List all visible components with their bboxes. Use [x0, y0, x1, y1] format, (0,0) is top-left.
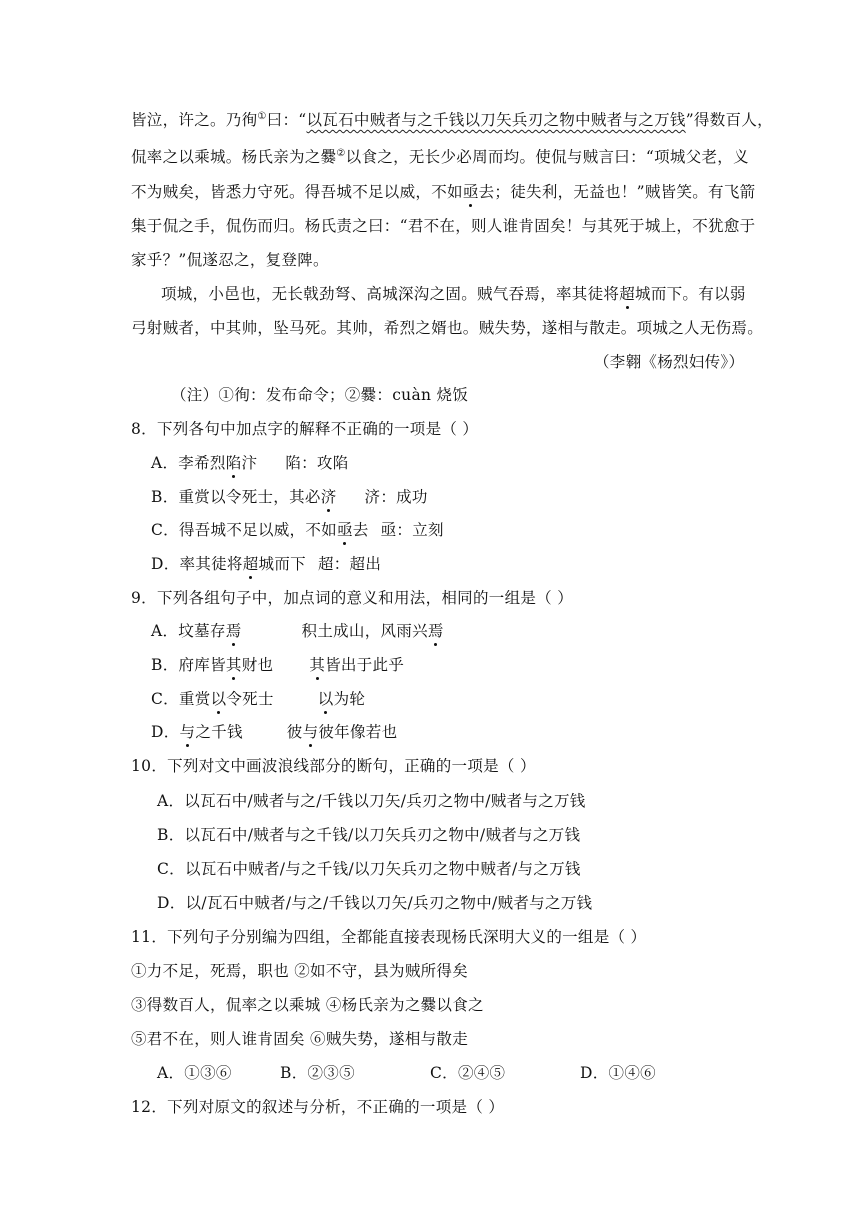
question-11-option-a: A．①③⑥	[157, 1064, 232, 1082]
option-text: 为轮	[333, 690, 366, 708]
question-10-option-b: B．以瓦石中/贼者与之千钱/以刀矢兵刃之物中/贼者与之万钱	[157, 826, 581, 844]
question-11-option-d: D．①④⑥	[580, 1064, 656, 1082]
wavy-underlined-sentence: 以瓦石中贼者与之千钱以刀矢兵刃之物中贼者与之万钱	[306, 111, 686, 129]
question-10-stem: 10．下列对文中画波浪线部分的断句，正确的一项是（ ）	[131, 757, 536, 775]
question-9-option-d	[151, 720, 397, 742]
dotted-character: 焉	[225, 622, 242, 640]
option-explanation: 济：成功	[364, 488, 428, 506]
dotted-character: 以	[210, 690, 227, 708]
dotted-character: 与	[302, 723, 319, 741]
question-10-option-c: C．以瓦石中贼者/与之千钱/以刀矢兵刃之物中贼者/与之万钱	[157, 860, 581, 878]
option-text: C．得吾城不足以威，不如	[151, 521, 337, 539]
option-explanation: 陷：攻陷	[285, 454, 349, 472]
option-text: C．重赏	[151, 690, 211, 708]
option-text: A．坟墓存	[151, 622, 226, 640]
footnote-marker: ②	[336, 147, 346, 159]
question-9-option-b	[151, 653, 404, 675]
option-text: 之千钱	[195, 723, 243, 741]
passage-text: 侃率之以乘城。杨氏亲为之爨	[131, 148, 337, 166]
question-11-items-3: ⑤君不在，则人谁肯固矣 ⑥贼失势，遂相与散走	[131, 1030, 469, 1048]
passage-line-4: 集于侃之手，侃伤而归。杨氏责之曰：“君不在，则人谁肯固矣！与其死于城上，不犹愈于	[131, 217, 756, 235]
option-text: A．李希烈	[151, 454, 226, 472]
question-8-option-a	[151, 451, 349, 473]
question-8-stem: 8．下列各句中加点字的解释不正确的一项是（ ）	[131, 420, 479, 438]
passage-line-5: 家乎？”侃遂忍之，复登陴。	[131, 251, 329, 269]
passage-line-2	[131, 145, 749, 167]
dotted-character: 陷	[225, 454, 242, 472]
dotted-character: 焉	[427, 622, 444, 640]
option-text: D．率其徒将	[151, 555, 243, 573]
option-text: 彼	[286, 723, 303, 741]
option-text: B．重赏以令死士，其必	[151, 488, 321, 506]
question-11-items-2: ③得数百人，侃率之以乘城 ④杨氏亲为之爨以食之	[131, 996, 484, 1014]
question-9-option-a	[151, 619, 444, 641]
question-8-option-d	[151, 552, 381, 574]
dotted-character: 其	[309, 656, 326, 674]
option-explanation: 亟：立刻	[380, 521, 444, 539]
passage-text: 去；徒失利，无益也！”贼皆笑。有飞箭	[478, 183, 756, 201]
question-8-option-c	[151, 518, 444, 540]
dotted-character: 与	[179, 723, 196, 741]
question-11-option-c: C．②④⑤	[430, 1064, 506, 1082]
question-11-stem: 11．下列句子分别编为四组，全都能直接表现杨氏深明大义的一组是（ ）	[131, 928, 647, 946]
option-text: 皆出于此乎	[325, 656, 405, 674]
passage-text: 以食之，无长少必周而均。使侃与贼言曰：“项城父老，义	[345, 148, 749, 166]
annotation-note: （注）①徇：发布命令；②爨：cuàn 烧饭	[171, 386, 469, 404]
dotted-character: 其	[225, 656, 242, 674]
option-text: D．	[151, 723, 180, 741]
footnote-marker: ①	[257, 110, 267, 122]
passage-text: 项城，小邑也，无长戟劲弩、高城深沟之固。贼气吞焉，率其徒将	[161, 285, 620, 303]
passage-text: ”得数百人，	[685, 111, 773, 129]
option-text: 汴	[241, 454, 258, 472]
passage-line-3	[131, 180, 755, 202]
option-text: 积土成山，风雨兴	[301, 622, 428, 640]
passage-text: 不为贼矣，皆悉力守死。得吾城不足以威，不如	[131, 183, 463, 201]
question-9-stem: 9．下列各组句子中，加点词的意义和用法，相同的一组是（ ）	[131, 589, 573, 607]
question-9-option-c	[151, 687, 365, 709]
passage-line-7: 弓射贼者，中其帅，坠马死。其帅，希烈之婿也。贼失势，遂相与散走。项城之人无伤焉。	[131, 319, 764, 337]
question-10-option-d: D．以/瓦石中贼者/与之/千钱以刀矢/兵刃之物中/贼者与之万钱	[157, 894, 593, 912]
option-explanation: 超：超出	[317, 555, 382, 573]
dotted-character: 以	[317, 690, 334, 708]
question-12-stem: 12．下列对原文的叙述与分析，不正确的一项是（ ）	[131, 1098, 505, 1116]
dotted-character: 超	[242, 555, 259, 573]
option-text: B．府库皆	[151, 656, 226, 674]
option-text: 彼年像若也	[318, 723, 398, 741]
passage-text: 曰：“	[266, 111, 307, 129]
option-text: 去	[352, 521, 369, 539]
passage-text: 皆泣，许之。乃徇	[131, 111, 258, 129]
dotted-character: 超	[619, 285, 636, 303]
question-11-items-1: ①力不足，死焉，职也 ②如不守，县为贼所得矣	[131, 962, 469, 980]
passage-line-1	[131, 108, 773, 130]
passage-source: （李翱《杨烈妇传》）	[594, 353, 745, 371]
dotted-character: 济	[320, 488, 337, 506]
dotted-character: 亟	[462, 183, 479, 201]
option-text: 令死士	[226, 690, 274, 708]
question-8-option-b	[151, 485, 428, 507]
option-text: 财也	[241, 656, 274, 674]
question-10-option-a: A．以瓦石中/贼者与之/千钱以刀矢/兵刃之物中/贼者与之万钱	[157, 792, 586, 810]
option-text: 城而下	[258, 555, 306, 573]
dotted-character: 亟	[336, 521, 353, 539]
passage-line-6	[161, 282, 746, 304]
question-11-option-b: B．②③⑤	[280, 1064, 355, 1082]
passage-text: 城而下。有以弱	[635, 285, 746, 303]
